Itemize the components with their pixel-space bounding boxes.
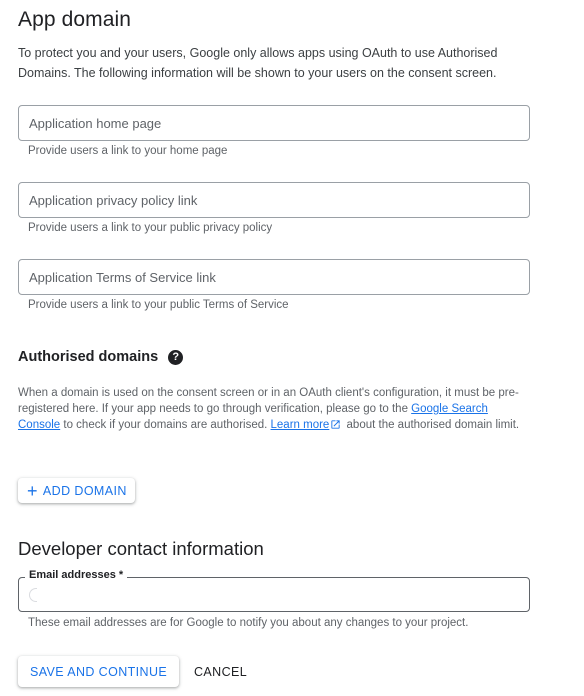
description-text-1: When a domain is used on the consent screen or in an OAuth client's configuration, it must be pre-registered here. If your app needs to go through verification, please go to the: [18, 387, 519, 415]
terms-of-service-input[interactable]: [19, 260, 529, 294]
add-domain-button[interactable]: [18, 478, 135, 503]
email-addresses-hint: These email addresses are for Google to notify you about any changes to your project.: [28, 617, 469, 629]
plus-icon: +: [27, 480, 38, 501]
description-text-3: about the authorised domain limit.: [343, 419, 520, 431]
add-domain-label: ADD DOMAIN: [42, 483, 127, 498]
email-addresses-label: Email addresses *: [25, 569, 127, 581]
home-page-hint: Provide users a link to your home page: [28, 145, 228, 157]
google-search-console-link[interactable]: Google Search Console: [18, 403, 488, 431]
description-text-2: to check if your domains are authorised.: [60, 419, 271, 431]
app-domain-intro: To protect you and your users, Google only allows apps using OAuth to use Authorised Domains. The following information will be shown to your users on the consent screen.: [18, 46, 498, 80]
save-and-continue-button[interactable]: SAVE AND CONTINUE: [18, 656, 179, 687]
learn-more-link[interactable]: Learn more: [270, 419, 330, 431]
developer-contact-title: Developer contact information: [18, 538, 264, 559]
app-domain-title: App domain: [18, 8, 132, 31]
terms-of-service-hint: Provide users a link to your public Terms of Service: [28, 299, 289, 311]
email-chip-input[interactable]: [29, 588, 37, 602]
open-in-new-icon: [330, 419, 341, 430]
authorised-domains-description: [18, 385, 528, 433]
authorised-domains-heading: [18, 349, 183, 365]
home-page-input[interactable]: [19, 106, 529, 140]
authorised-domains-title: Authorised domains: [18, 349, 159, 365]
email-addresses-field[interactable]: [18, 569, 530, 612]
home-page-field[interactable]: [18, 105, 530, 141]
help-circle-icon[interactable]: ?: [168, 350, 183, 365]
terms-of-service-field[interactable]: [18, 259, 530, 295]
privacy-policy-input[interactable]: [19, 183, 529, 217]
privacy-policy-field[interactable]: [18, 182, 530, 218]
cancel-button[interactable]: CANCEL: [184, 656, 257, 687]
privacy-policy-hint: Provide users a link to your public privacy policy: [28, 222, 273, 234]
